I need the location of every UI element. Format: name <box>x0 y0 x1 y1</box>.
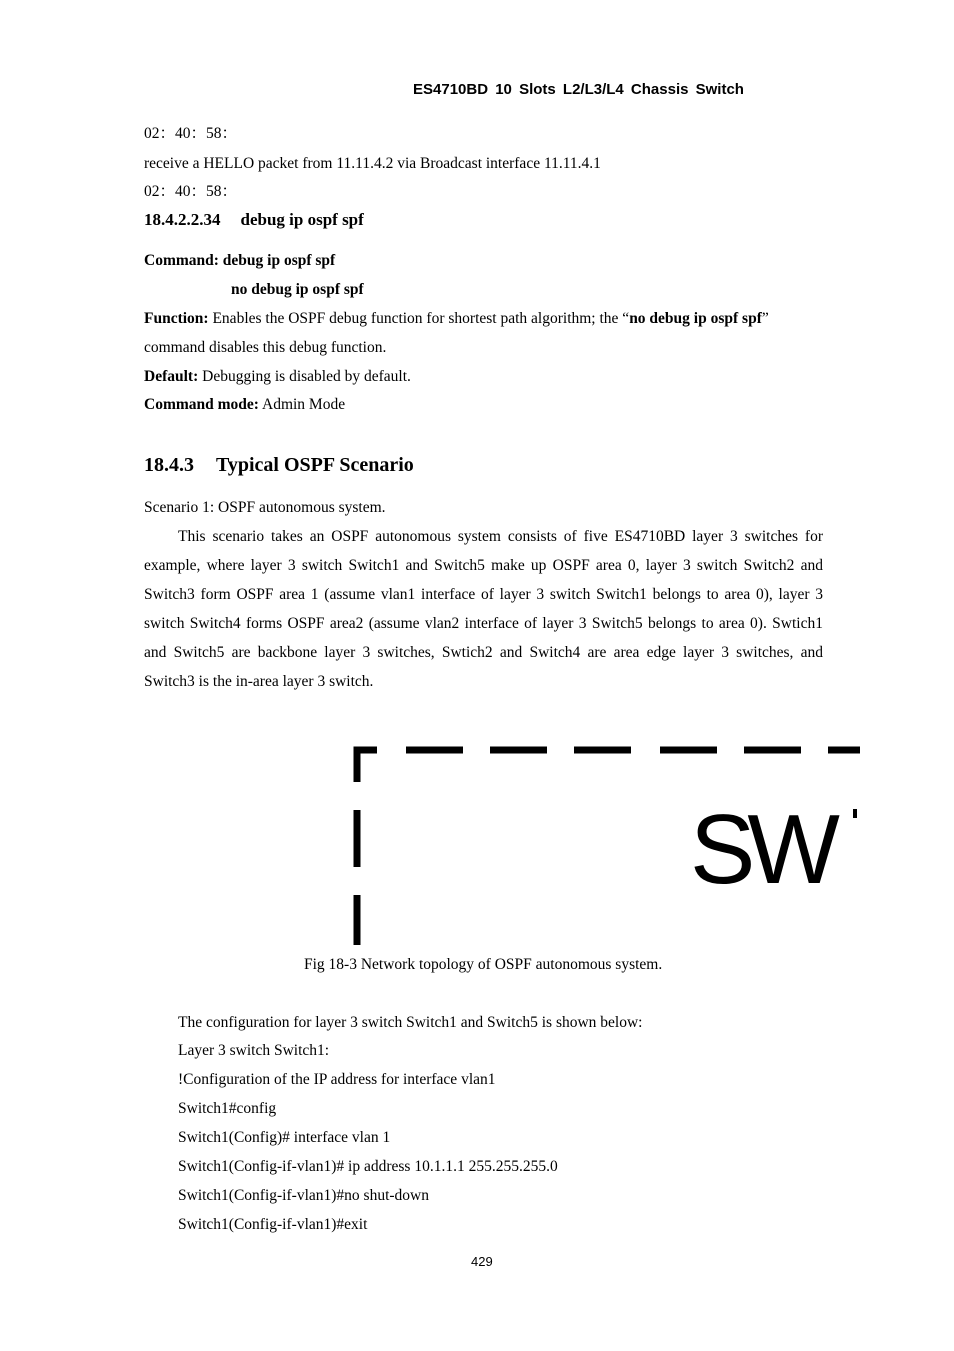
scenario-paragraph: This scenario takes an OSPF autonomous system consists of five ES4710BD layer 3 switches for example, where layer 3 switch Switch1 and Switch5 make up OSPF area 0, layer 3 switch Switch2 and Switch3 form OSPF area 1 (assume vlan1 interface of layer 3 switch Switch1 belongs to area 0), layer 3 switch Switch4 forms OSPF area2 (assume vlan2 interface of layer 3 Switch5 belongs to area 0). Swtich1 and Switch5 are backbone layer 3 switches, Swtich2 and Switch4 are area edge layer 3 switches, and Switch3 is the in-area layer 3 switch. <box>144 528 823 690</box>
log-line: 02：40：58： <box>144 183 238 200</box>
function-line <box>144 304 769 333</box>
default-line <box>144 362 411 391</box>
function-text: Enables the OSPF debug function for shortest path algorithm; the “ <box>212 310 630 327</box>
config-line: Layer 3 switch Switch1: <box>178 1042 330 1059</box>
switch-label-fragment: SW <box>690 794 832 904</box>
mode-text: Admin Mode <box>262 396 346 413</box>
log-line: 02：40：58： <box>144 125 238 142</box>
section-heading-scenario <box>144 454 414 477</box>
function-quote-close: ” <box>761 310 769 327</box>
command-text: debug ip ospf spf <box>222 252 336 269</box>
config-line: The configuration for layer 3 switch Switch1 and Switch5 is shown below: <box>178 1014 643 1031</box>
command-mode-line <box>144 390 345 419</box>
section-title: debug ip ospf spf <box>240 210 364 229</box>
default-label: Default: <box>144 368 199 385</box>
mode-label: Command mode: <box>144 396 259 413</box>
config-line: Switch1(Config-if-vlan1)# ip address 10.1.1.1 255.255.255.0 <box>178 1158 558 1175</box>
scenario-intro: Scenario 1: OSPF autonomous system. <box>144 499 386 516</box>
page-number: 429 <box>471 1254 493 1269</box>
figure-caption: Fig 18-3 Network topology of OSPF autonomous system. <box>304 956 663 973</box>
label-fragment-mark <box>853 809 857 818</box>
function-bold-command: no debug ip ospf spf <box>629 310 762 327</box>
command-label: Command: <box>144 252 219 269</box>
function-label: Function: <box>144 310 209 327</box>
config-line: !Configuration of the IP address for interface vlan1 <box>178 1071 496 1088</box>
config-line: Switch1(Config-if-vlan1)#no shut-down <box>178 1187 429 1204</box>
log-line: receive a HELLO packet from 11.11.4.2 via Broadcast interface 11.11.4.1 <box>144 155 601 172</box>
section-title: Typical OSPF Scenario <box>216 454 414 476</box>
function-line-2: command disables this debug function. <box>144 339 387 356</box>
running-header: ES4710BD 10 Slots L2/L3/L4 Chassis Switch <box>413 81 744 98</box>
config-line: Switch1(Config)# interface vlan 1 <box>178 1129 391 1146</box>
section-heading-debug <box>144 210 364 230</box>
config-line: Switch1#config <box>178 1100 277 1117</box>
no-command-text: no debug ip ospf spf <box>231 281 364 298</box>
section-number: 18.4.3 <box>144 454 194 476</box>
config-line: Switch1(Config-if-vlan1)#exit <box>178 1216 368 1233</box>
section-number: 18.4.2.2.34 <box>144 210 221 229</box>
figure-topology <box>340 735 860 950</box>
default-text: Debugging is disabled by default. <box>202 368 411 385</box>
command-line <box>144 246 335 275</box>
